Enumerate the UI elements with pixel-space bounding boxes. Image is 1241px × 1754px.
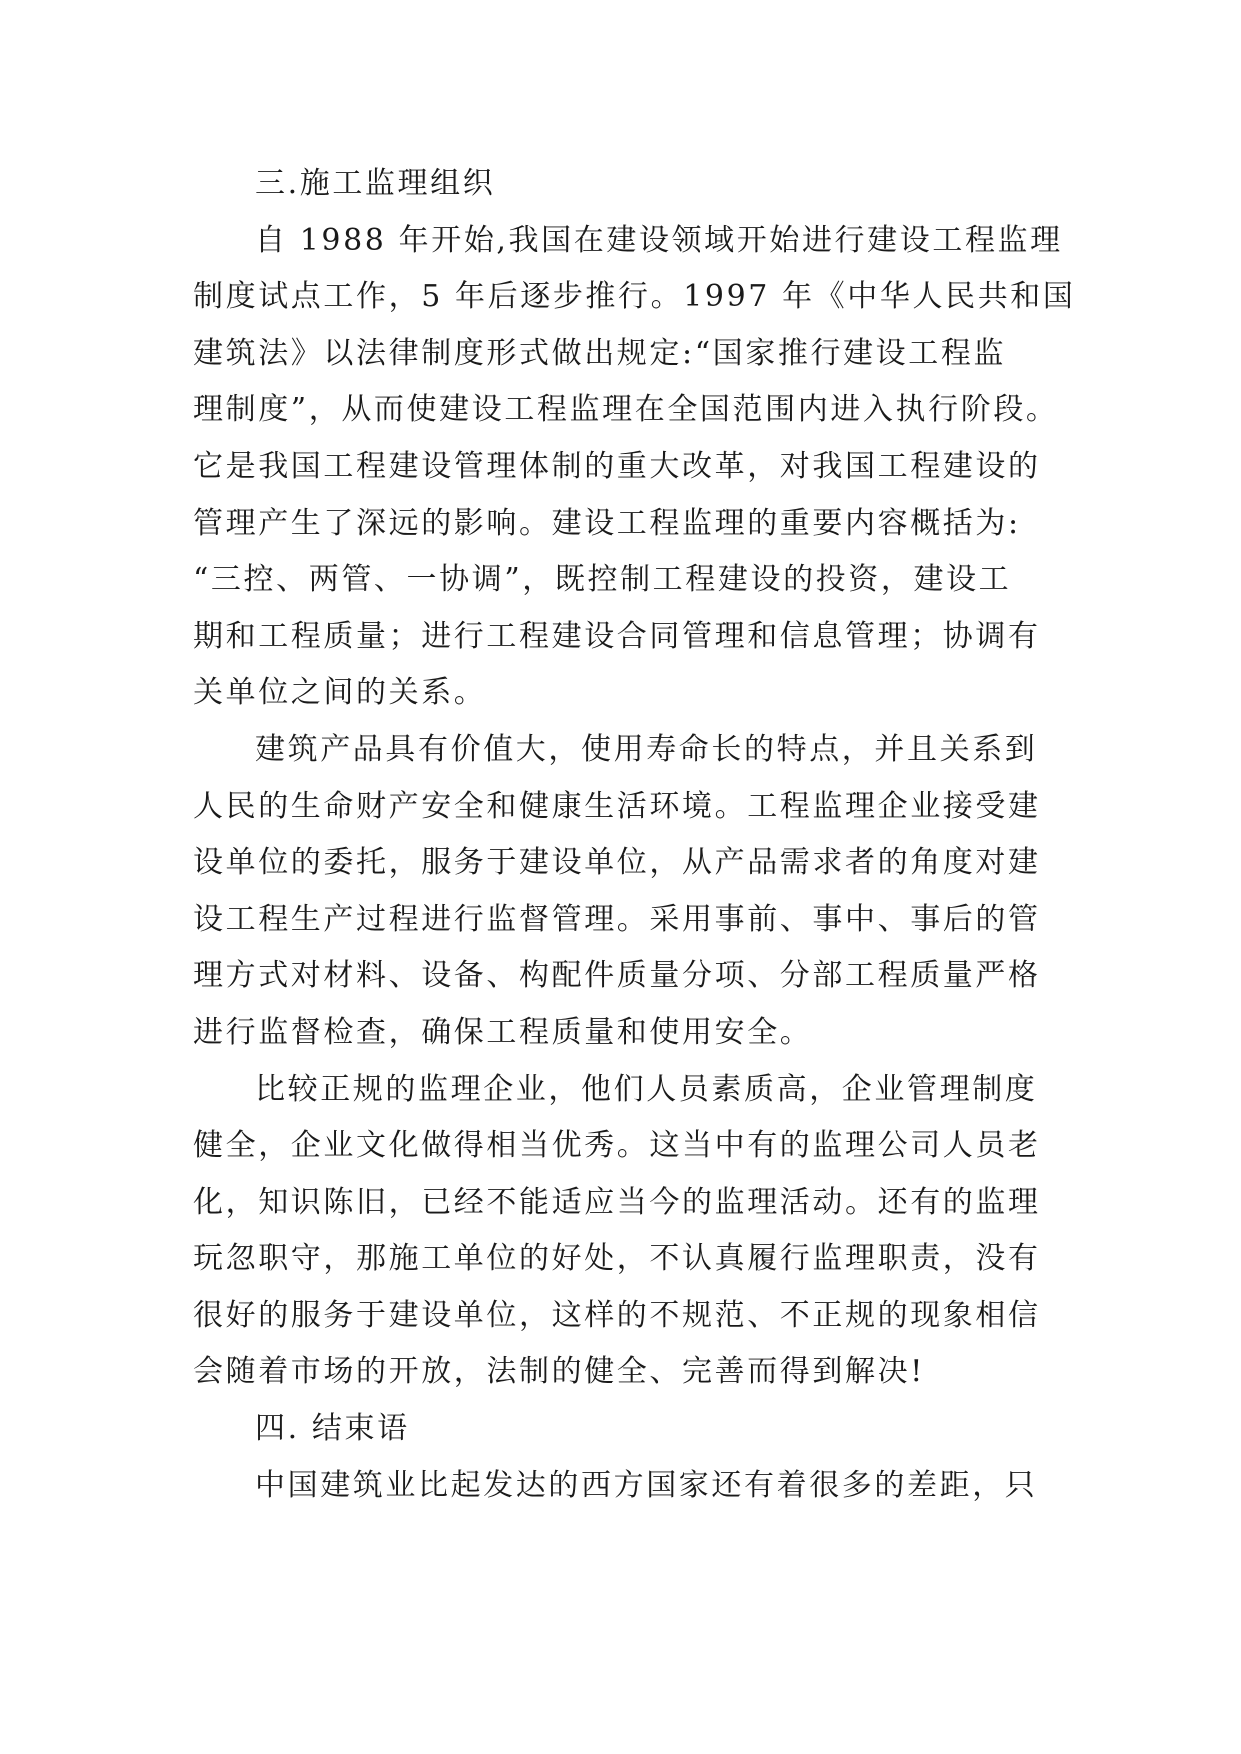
paragraph-line: 关单位之间的关系。	[193, 675, 487, 711]
paragraph-line: 很好的服务于建设单位，这样的不规范、不正规的现象相信	[193, 1297, 1041, 1333]
document-page	[193, 156, 1076, 1514]
paragraph-line: 会随着市场的开放，法制的健全、完善而得到解决!	[193, 1354, 925, 1390]
paragraph-line: 设工程生产过程进行监督管理。采用事前、事中、事后的管	[193, 901, 1041, 937]
paragraph-line: 设单位的委托，服务于建设单位，从产品需求者的角度对建	[193, 845, 1041, 881]
section-heading-3: 三.施工监理组织	[255, 166, 496, 201]
paragraph-line: 自 1988 年开始,我国在建设领域开始进行建设工程监理	[255, 222, 1063, 258]
paragraph-line: 管理产生了深远的影响。建设工程监理的重要内容概括为:	[193, 505, 1021, 541]
paragraph-line: 制度试点工作，5 年后逐步推行。1997 年《中华人民共和国	[193, 279, 1076, 315]
paragraph-line: 健全，企业文化做得相当优秀。这当中有的监理公司人员老	[193, 1128, 1041, 1164]
paragraph-line: 它是我国工程建设管理体制的重大改革，对我国工程建设的	[193, 448, 1041, 484]
paragraph-line: 理制度”，从而使建设工程监理在全国范围内进入执行阶段。	[193, 392, 1059, 428]
section-heading-4: 四. 结束语	[255, 1411, 410, 1447]
paragraph-line: 人民的生命财产安全和健康生活环境。工程监理企业接受建	[193, 788, 1041, 824]
paragraph-line: 比较正规的监理企业，他们人员素质高，企业管理制度	[255, 1071, 1038, 1107]
paragraph-line: “三控、两管、一协调”，既控制工程建设的投资，建设工	[193, 562, 1012, 598]
paragraph-line: 理方式对材料、设备、构配件质量分项、分部工程质量严格	[193, 958, 1041, 994]
paragraph-line: 中国建筑业比起发达的西方国家还有着很多的差距，只	[255, 1467, 1038, 1503]
paragraph-line: 进行监督检查，确保工程质量和使用安全。	[193, 1014, 813, 1050]
paragraph-line: 建筑法》以法律制度形式做出规定:“国家推行建设工程监	[193, 335, 1007, 371]
paragraph-line: 化，知识陈旧，已经不能适应当今的监理活动。还有的监理	[193, 1184, 1041, 1220]
paragraph-line: 建筑产品具有价值大，使用寿命长的特点，并且关系到	[255, 731, 1038, 767]
paragraph-line: 期和工程质量；进行工程建设合同管理和信息管理；协调有	[193, 618, 1041, 654]
paragraph-line: 玩忽职守，那施工单位的好处，不认真履行监理职责，没有	[193, 1241, 1041, 1277]
